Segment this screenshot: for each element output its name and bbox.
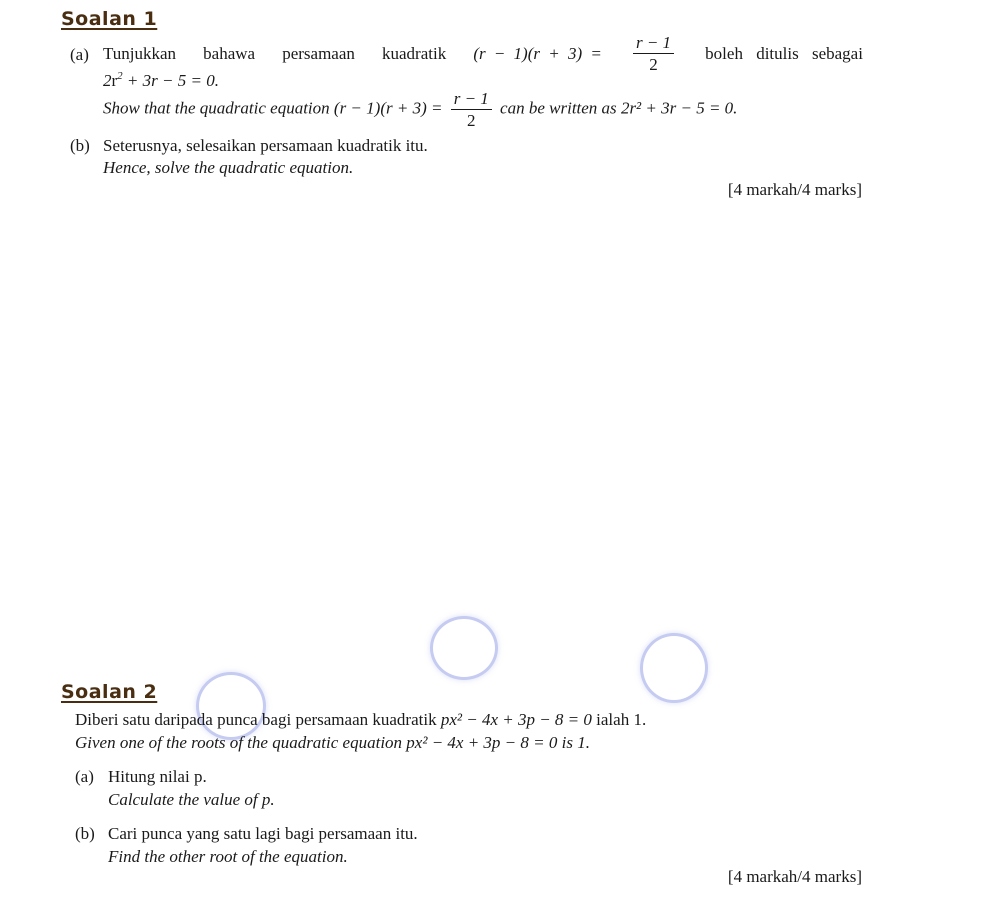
annotation-circle: [640, 633, 708, 703]
q1-fraction: [633, 34, 674, 73]
q2-stem-malay-tail: ialah 1.: [596, 710, 647, 729]
q2-part-b-malay: Cari punca yang satu lagi bagi persamaan itu.: [108, 824, 418, 843]
q2-marks-text: [4 markah/4 marks]: [727, 867, 862, 886]
q1-marks-text: [4 markah/4 marks]: [727, 180, 862, 199]
q1-english-fraction: [451, 90, 492, 129]
word: kuadratik: [382, 44, 447, 63]
fraction-denominator: 2: [467, 111, 476, 130]
q2-part-a-malay: Hitung nilai p.: [108, 767, 207, 786]
q1-part-b-malay: Seterusnya, selesaikan persamaan kuadratik itu.: [103, 136, 428, 155]
q2-part-a-english: Calculate the value of p.: [108, 790, 275, 809]
q2-stem-malay-text: Diberi satu daripada punca bagi persamaan kuadratik: [75, 710, 437, 729]
q1-part-a-malay-line1: [103, 34, 863, 73]
fraction-numerator: r − 1: [451, 90, 492, 110]
q2-stem-malay: [75, 711, 646, 728]
q1-part-a-malay-tail: boleh ditulis sebagai: [705, 44, 863, 63]
q1-equation-lhs: (r − 1)(r + 3) =: [473, 44, 602, 63]
q1-part-a-label: (a): [70, 45, 89, 64]
q2-part-a-label: (a): [75, 767, 94, 786]
q2-equation: px² − 4x + 3p − 8 = 0: [440, 710, 592, 729]
q1-part-a-english: [103, 90, 737, 129]
q2-stem-english-text: Given one of the roots of the quadratic equation: [75, 733, 403, 752]
annotation-circle: [196, 672, 266, 740]
q2-stem-english: [75, 734, 590, 751]
question-1-heading: Soalan 1: [61, 8, 158, 30]
q1-part-b-english: Hence, solve the quadratic equation.: [103, 158, 354, 177]
q1-english-equation: 2r² + 3r − 5 = 0.: [620, 98, 738, 118]
fraction-numerator: r − 1: [633, 34, 674, 54]
q2-part-b-english: Find the other root of the equation.: [108, 847, 348, 866]
fraction-denominator: 2: [649, 55, 658, 74]
annotation-circle: [430, 616, 498, 680]
q1-part-a-english-text: Show that the quadratic equation: [103, 98, 330, 118]
q2-part-b-label: (b): [75, 824, 95, 843]
q2-stem-english-tail: is 1.: [561, 733, 590, 752]
word: bahawa: [203, 44, 256, 63]
q1-part-a-english-mid: can be written as: [500, 98, 617, 118]
q1-english-lhs: (r − 1)(r + 3) =: [333, 98, 443, 118]
question-2-heading: Soalan 2: [61, 681, 158, 703]
q1-marks: [728, 181, 862, 198]
q1-part-b-label: (b): [70, 136, 90, 155]
q2-equation-english: px² − 4x + 3p − 8 = 0: [406, 733, 558, 752]
word: Tunjukkan: [103, 44, 177, 63]
q2-marks: [728, 868, 862, 885]
q1-equation-target: $2r^2 + 3r - 5 = 0$.: [103, 70, 219, 90]
word: persamaan: [282, 44, 355, 63]
